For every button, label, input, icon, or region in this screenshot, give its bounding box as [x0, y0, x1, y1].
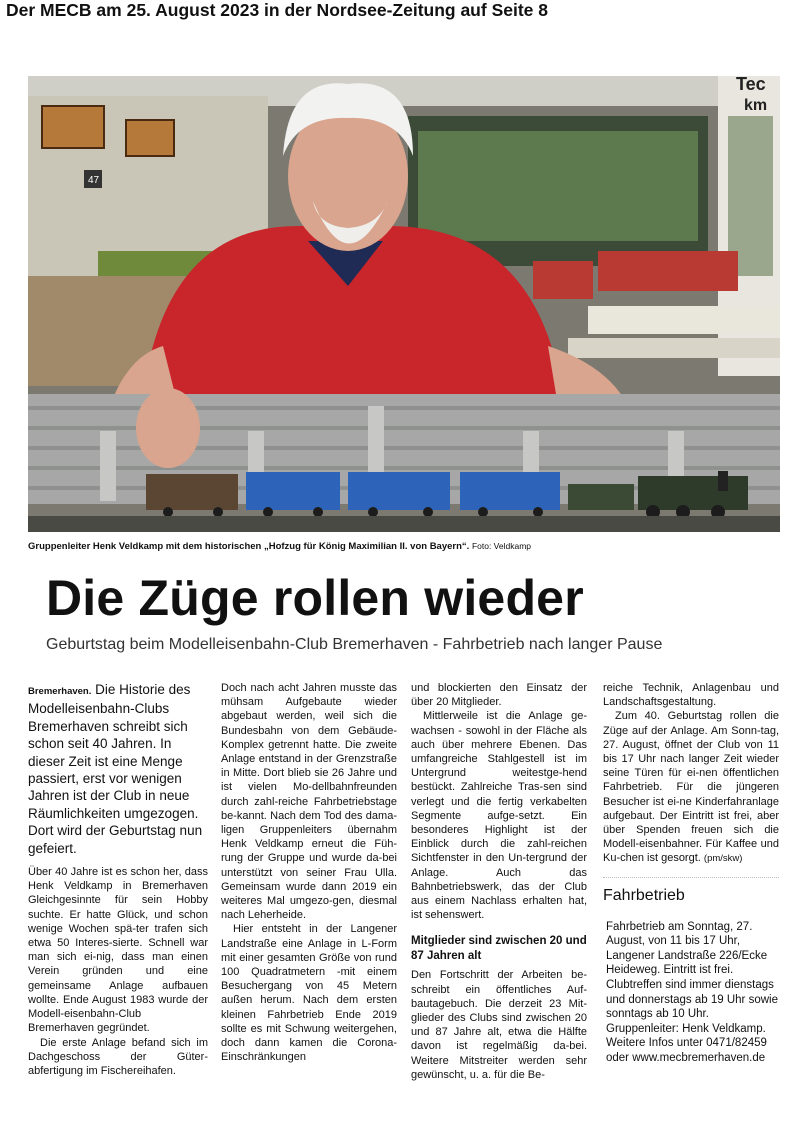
article-paragraph: Über 40 Jahre ist es schon her, dass Henk Veldkamp in Bremerhaven Gleichgesinnte für sein Hobby suchte. Er hatte Glück, und schon wenige Wochen spä-ter trafen sich etwa 50 Interes-sierte. Schnell war man sich ei-nig, dass man einen Verein gründen und eine gemeinsame Anlage aufbauen wollte. Ende August 1983 wurde der Modell-eisenbahn-Club Bremerhaven gegründet. — [28, 866, 208, 1035]
article-subtitle: Mitglieder sind zwischen 20 und 87 Jahren alt — [411, 935, 587, 963]
svg-text:Tec: Tec — [736, 76, 766, 94]
article-place: Bremerhaven. — [28, 686, 92, 697]
article-paragraph: Doch nach acht Jahren musste das mühsam Aufgebaute wieder abgebaut werden, weil sich die Bundesbahn von dem Gebäude-Komplex getrennt hatte. Die zweite Anlage entstand in der Grenzstraße in Mitte. Dort blieb sie 26 Jahre und ist vielen Mo-dellbahnfreunden durch zahl-reiche Fahrbetriebstage be-kannt. Nach dem Tod des dama-ligen Gruppenleiters übernahm Henk Veldkamp erneut die Füh-rung der Gruppe und wurde da-bei unterstützt von seiner Frau Ulla. Gemeinsam wurde dann 2019 ein weiteres Mal umgezo-gen, diesmal nach Leherheide. — [221, 682, 397, 922]
caption-credit: Foto: Veldkamp — [471, 541, 532, 551]
article-paragraph: Hier entsteht in der Langener Landstraße eine Anlage in L-Form mit einer gesamten Größe von rund 100 Quadratmetern -mit einem Besuchergang von 45 Metern außen herum. Nach dem ersten kleinen Fahrbetrieb Ende 2019 sollte es mit Schwung weitergehen, doch dann kamen die Corona-Einschränkungen — [221, 923, 397, 1064]
article-paragraph: reiche Technik, Anlagenbau und Landschaftsgestaltung. — [603, 682, 779, 709]
article-paragraph: und blockierten den Einsatz der über 20 Mitglieder. — [411, 682, 587, 709]
article-signature: (pm/skw) — [703, 853, 743, 865]
svg-text:km: km — [744, 97, 768, 114]
infobox-divider — [603, 877, 779, 878]
subheadline: Geburtstag beim Modelleisenbahn-Club Bremerhaven - Fahrbetrieb nach langer Pause — [46, 636, 663, 653]
page-header: Der MECB am 25. August 2023 in der Nordsee-Zeitung auf Seite 8 — [6, 0, 548, 20]
article-column-2 — [221, 681, 397, 1064]
infobox-title: Fahrbetrieb — [603, 886, 685, 904]
article-lead-text: Die Historie des Modelleisenbahn-Clubs Bremerhaven schreibt sich schon seit 40 Jahren. In dieser Zeit ist eine Menge passiert, erst vor wenigen Jahren ist der Club in neue Räumlichkeiten umgezogen. Dort wird der Geburtstag nun gefeiert. — [28, 682, 203, 856]
article-paragraph: Mittlerweile ist die Anlage ge-wachsen - sowohl in der Fläche als auch über mehrere Ebenen. Das umfangreiche Stahlgestell ist im Untergrund weitestge-hend bestückt. Zahlreiche Tras-sen sind verlegt und die fertig verkabelten Segmente aufge-setzt. Ein besonderes Highlight ist der Einblick durch die zahl-reichen Sichtfenster in den Un-tergrund der Anlage. Auch das Bahnbetriebswerk, das der Club aus einem Nachlass erhalten hat, ist sehenswert. — [411, 710, 587, 922]
photo-sign-number: 47 — [88, 175, 100, 186]
photo-caption — [28, 541, 531, 552]
article-paragraph: Die erste Anlage befand sich im Dachgeschoss der Güter-abfertigung im Fischereihafen. — [28, 1036, 208, 1077]
infobox-body: Fahrbetrieb am Sonntag, 27. August, von 11 bis 17 Uhr, Langener Landstraße 226/Ecke Heideweg. Eintritt ist frei. Clubtreffen sind immer dienstags und donnerstags ab 19 Uhr sowie sonntags ab 10 Uhr. Gruppenleiter: Henk Veldkamp. Weitere Infos unter 0471/82459 oder www.mecbremerhaven.de — [606, 920, 778, 1064]
article-photo — [28, 76, 780, 532]
article-column-3 — [411, 681, 587, 1082]
article-column-1 — [28, 681, 208, 1078]
headline: Die Züge rollen wieder — [46, 570, 584, 626]
article-paragraph: Den Fortschritt der Arbeiten be-schreibt ein öffentliches Auf-bautagebuch. Die derzeit 23 Mit-glieder des Clubs sind zwischen 20 und 87 Jahre alt, etwa die Hälfte davon ist regelmäßig da-bei. Weitere Mitstreiter werden sehr gewünscht, u. a. für die Be- — [411, 969, 587, 1081]
article-paragraph — [603, 709, 779, 866]
article-paragraph-text: Zum 40. Geburtstag rollen die Züge auf der Anlage. Am Sonn-tag, 27. August, öffnet der Club von 11 bis 17 Uhr nach langer Zeit wieder seine Türen für ei-nen öffentlichen Fahrbetrieb. Für die jüngeren Besucher ist ei-ne Kinderfahranlage aufgebaut. Der Eintritt ist frei, aber über Spenden freuen sich die Modell-eisenbahner. Für Kaffee und Ku-chen ist gesorgt. — [603, 710, 779, 865]
article-lead — [28, 681, 208, 857]
caption-text: Gruppenleiter Henk Veldkamp mit dem historischen „Hofzug für König Maximilian II. von Bayern“. — [28, 541, 470, 552]
article-column-4 — [603, 681, 779, 1066]
